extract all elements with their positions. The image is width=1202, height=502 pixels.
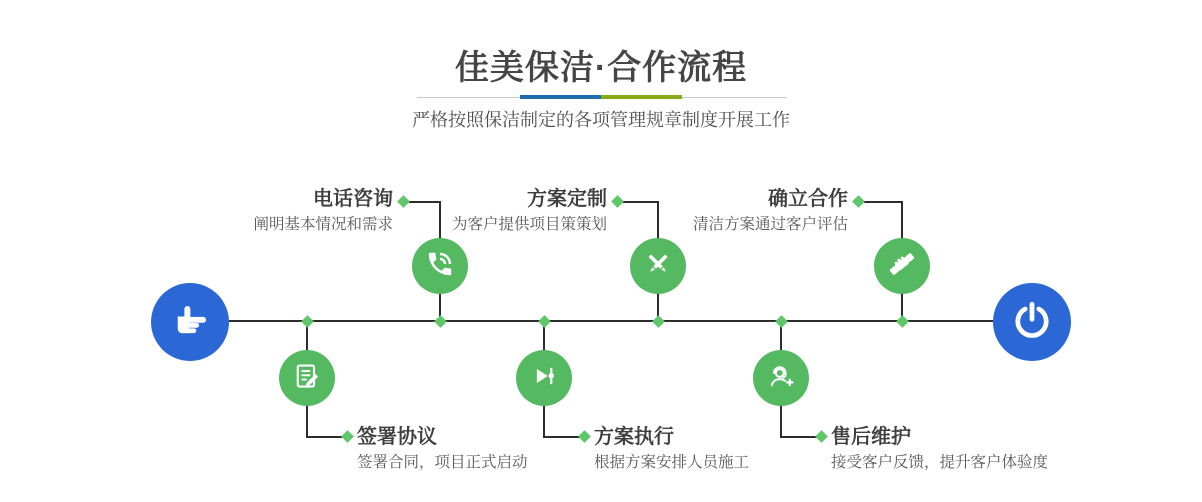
title-divider-blue-segment: [520, 95, 601, 99]
label-diamond-icon: [341, 430, 354, 443]
step-block-establish-coop: [618, 187, 848, 235]
step-desc: 签署合同，项目正式启动: [357, 454, 528, 471]
step-block-after-sale: [831, 425, 1081, 473]
phone-in-talk-icon: [425, 249, 455, 284]
play-slider-icon: [529, 361, 559, 396]
node-diamond-icon: [896, 315, 909, 328]
node-diamond-icon: [538, 315, 551, 328]
connector-line: [306, 436, 342, 438]
step-node-sign: [279, 350, 335, 406]
headset-person-plus-icon: [766, 361, 796, 396]
handshake-icon: [886, 248, 918, 285]
document-pen-icon: [292, 361, 322, 396]
timeline-main-line: [229, 320, 993, 322]
step-desc: 清洁方案通过客户评估: [692, 216, 848, 233]
step-node-plan: [630, 238, 686, 294]
step-block-sign-agreement: [357, 425, 607, 473]
step-title: 电话咨询: [313, 188, 393, 210]
step-node-phone: [412, 238, 468, 294]
title-divider-green-segment: [601, 95, 682, 99]
step-node-cooperate: [874, 238, 930, 294]
step-node-aftersale: [753, 350, 809, 406]
node-diamond-icon: [775, 315, 788, 328]
step-block-plan-execute: [594, 425, 844, 473]
connector-line: [864, 201, 903, 203]
step-desc: 为客户提供项目策策划: [451, 216, 607, 233]
step-title: 确立合作: [768, 188, 848, 210]
timeline-start-node: [151, 283, 229, 361]
node-diamond-icon: [301, 315, 314, 328]
step-desc: 接受客户反馈，提升客户体验度: [831, 454, 1049, 471]
timeline-end-node: [993, 283, 1071, 361]
label-diamond-icon: [852, 195, 865, 208]
step-title: 方案定制: [527, 188, 607, 210]
hand-pointer-icon: [169, 299, 211, 346]
step-desc: 阐明基本情况和需求: [253, 216, 393, 233]
step-title: 售后维护: [831, 426, 911, 448]
step-desc: 根据方案安排人员施工: [594, 454, 750, 471]
step-block-plan-custom: [377, 187, 607, 235]
page-title: 佳美保洁·合作流程: [454, 49, 748, 87]
step-title: 签署协议: [357, 426, 437, 448]
power-icon: [1011, 299, 1053, 346]
node-diamond-icon: [652, 315, 665, 328]
step-node-execute: [516, 350, 572, 406]
step-block-phone-consult: [163, 187, 393, 235]
page-subtitle: 严格按照保洁制定的各项管理规章制度开展工作: [412, 110, 790, 130]
crossed-pencils-icon: [643, 249, 673, 284]
node-diamond-icon: [434, 315, 447, 328]
step-title: 方案执行: [594, 426, 674, 448]
